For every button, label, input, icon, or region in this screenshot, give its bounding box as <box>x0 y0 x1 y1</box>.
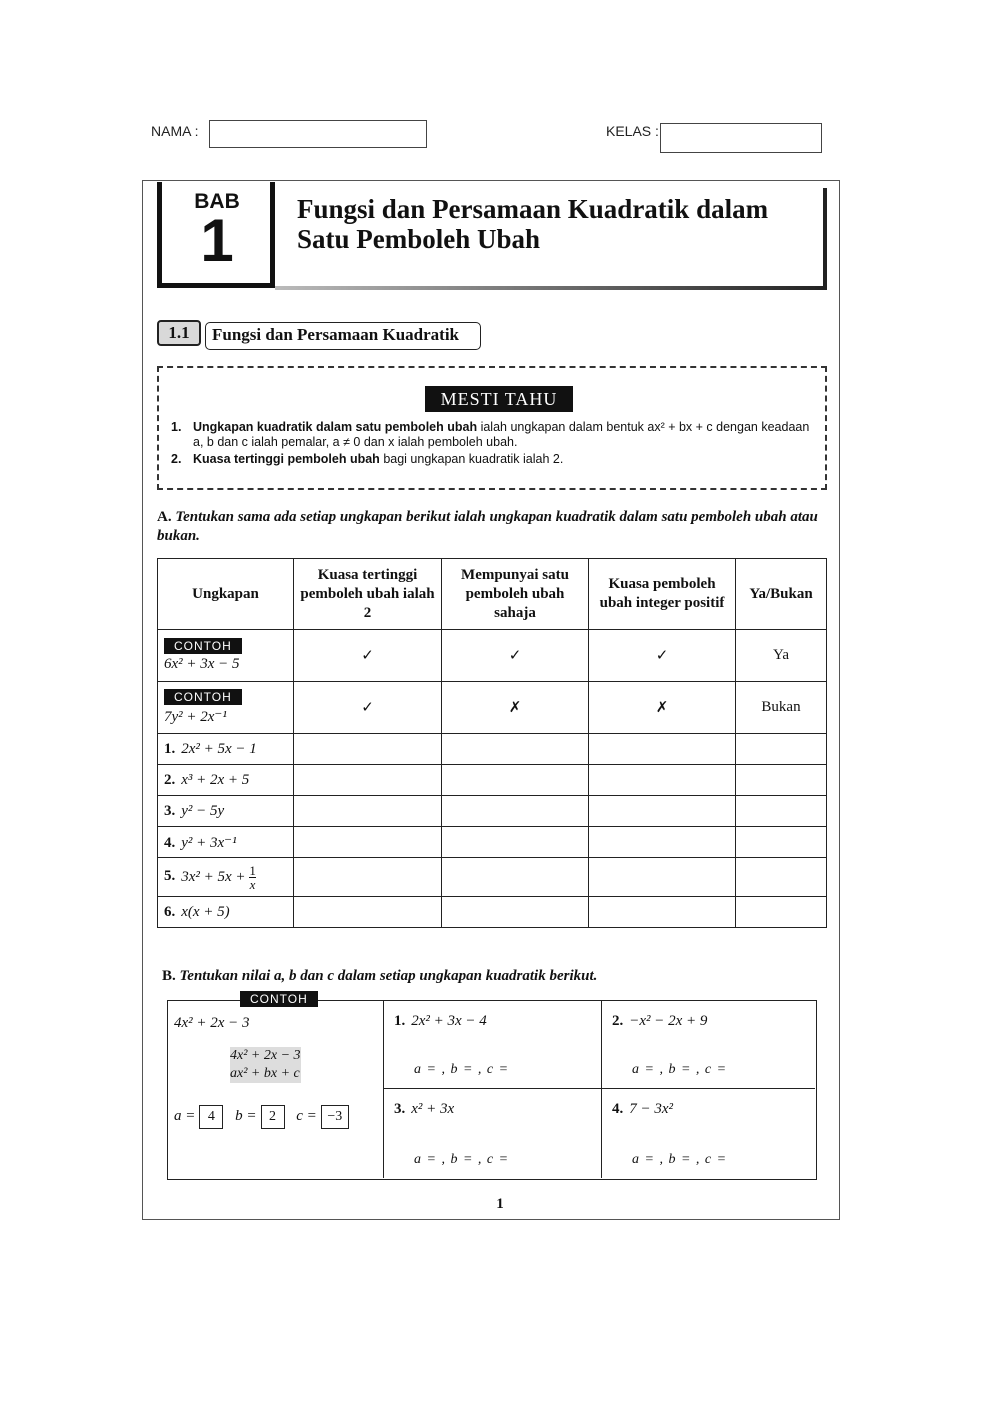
part-b-question-cell <box>384 1089 602 1178</box>
c-label: c = <box>296 1108 317 1124</box>
question-number: 4. <box>164 834 176 851</box>
question-expression: 3x² + 5x + <box>181 868 246 885</box>
mesti-tahu-item <box>171 452 821 467</box>
part-b-question-cell <box>602 1089 815 1178</box>
item-text: ialah ungkapan dalam bentuk ax² + bx + c dengan keadaan a, b dan c ialah pemalar, a ≠ 0 dan x ialah pemboleh ubah. <box>193 420 810 449</box>
part-b-example-cell <box>168 992 384 1178</box>
question-row <box>158 734 827 765</box>
example-result: Ya <box>736 630 827 682</box>
b-value-box: 2 <box>261 1105 285 1129</box>
question-expression: 7 − 3x² <box>629 1101 674 1117</box>
answer-cell[interactable] <box>442 734 589 765</box>
question-number: 3. <box>394 1101 406 1117</box>
item-bold-text: Kuasa tertinggi pemboleh ubah <box>193 452 380 466</box>
part-b-label: B. <box>162 968 176 984</box>
question-number: 4. <box>612 1101 624 1117</box>
chapter-rule-side <box>823 188 827 288</box>
mesti-tahu-list <box>171 420 821 469</box>
part-a-label: A. <box>157 509 172 525</box>
contoh-badge: CONTOH <box>164 638 242 654</box>
fraction <box>249 864 256 891</box>
item-number: 2. <box>171 452 182 466</box>
part-b-question-cell <box>384 1001 602 1089</box>
answer-cell[interactable] <box>736 734 827 765</box>
item-text: bagi ungkapan kuadratik ialah 2. <box>383 452 564 466</box>
answer-cell[interactable] <box>442 765 589 796</box>
question-number: 3. <box>164 802 176 819</box>
part-b-question-cell <box>602 1001 815 1089</box>
question-expression: x² + 3x <box>411 1101 455 1117</box>
question-number: 5. <box>164 868 176 885</box>
answer-cell[interactable] <box>589 897 736 928</box>
question-text <box>394 1101 454 1118</box>
nama-input[interactable] <box>209 120 427 148</box>
question-number: 1. <box>164 740 176 757</box>
answer-cell[interactable] <box>294 827 442 858</box>
answer-cell[interactable] <box>736 897 827 928</box>
answer-cell[interactable] <box>589 827 736 858</box>
part-b-text: Tentukan nilai a, b dan c dalam setiap ungkapan kuadratik berikut. <box>179 968 598 984</box>
example-expression-cell <box>158 682 294 734</box>
example-expression-cell <box>158 630 294 682</box>
question-cell <box>158 827 294 858</box>
answer-cell[interactable] <box>736 858 827 897</box>
question-number: 2. <box>612 1013 624 1029</box>
question-expression: y² − 5y <box>181 802 225 819</box>
question-number: 1. <box>394 1013 406 1029</box>
contoh-badge: CONTOH <box>240 991 318 1007</box>
chapter-bab-label: BAB <box>194 190 240 213</box>
example-line-2: ax² + bx + c <box>230 1066 300 1081</box>
answer-cell[interactable] <box>294 858 442 897</box>
question-cell <box>158 765 294 796</box>
header-ya-bukan: Ya/Bukan <box>736 559 827 630</box>
question-row <box>158 858 827 897</box>
page-number: 1 <box>496 1196 504 1212</box>
question-expression: 2x² + 3x − 4 <box>411 1013 487 1029</box>
example-line-1: 4x² + 2x − 3 <box>230 1048 301 1063</box>
example-answer <box>174 1105 357 1129</box>
answer-cell[interactable] <box>442 897 589 928</box>
header-ungkapan: Ungkapan <box>158 559 294 630</box>
question-expression: 2x² + 5x − 1 <box>181 740 257 757</box>
answer-cell[interactable] <box>589 734 736 765</box>
chapter-number: 1 <box>200 207 234 274</box>
header-satu-pemboleh-ubah: Mempunyai satu pemboleh ubah sahaja <box>442 559 589 630</box>
question-row <box>158 827 827 858</box>
answer-cell[interactable] <box>736 765 827 796</box>
c-value-box: −3 <box>321 1105 349 1129</box>
question-text <box>612 1013 707 1030</box>
cross-mark: ✗ <box>442 682 589 734</box>
example-expression: 7y² + 2x⁻¹ <box>164 709 227 725</box>
question-text <box>394 1013 487 1030</box>
question-cell <box>158 858 294 897</box>
example-result: Bukan <box>736 682 827 734</box>
answer-cell[interactable] <box>589 765 736 796</box>
part-b-instruction <box>162 968 822 985</box>
part-b-grid <box>167 992 817 1180</box>
check-mark: ✓ <box>589 630 736 682</box>
item-bold-text: Ungkapan kuadratik dalam satu pemboleh ubah <box>193 420 478 434</box>
answer-field[interactable]: a = , b = , c = <box>414 1062 509 1077</box>
part-a-instruction <box>157 508 827 546</box>
mesti-tahu-box <box>157 366 827 490</box>
answer-cell[interactable] <box>442 796 589 827</box>
question-row <box>158 765 827 796</box>
question-cell <box>158 734 294 765</box>
check-mark: ✓ <box>442 630 589 682</box>
part-a-table <box>157 558 827 928</box>
answer-cell[interactable] <box>589 858 736 897</box>
part-a-text: Tentukan sama ada setiap ungkapan berikut ialah ungkapan kuadratik dalam satu pemboleh ubah atau bukan. <box>157 509 818 544</box>
question-cell <box>158 897 294 928</box>
item-number: 1. <box>171 420 182 434</box>
fraction-numerator: 1 <box>249 862 256 878</box>
kelas-input[interactable] <box>660 123 822 153</box>
check-mark: ✓ <box>294 630 442 682</box>
mesti-tahu-item <box>171 420 821 450</box>
question-number: 6. <box>164 903 176 920</box>
section-title: Fungsi dan Persamaan Kuadratik <box>205 322 481 350</box>
section-number: 1.1 <box>157 320 201 346</box>
answer-cell[interactable] <box>442 858 589 897</box>
check-mark: ✓ <box>294 682 442 734</box>
answer-cell[interactable] <box>736 827 827 858</box>
cross-mark: ✗ <box>589 682 736 734</box>
example-row <box>158 630 827 682</box>
a-label: a = <box>174 1108 196 1124</box>
answer-cell[interactable] <box>589 796 736 827</box>
answer-field[interactable]: a = , b = , c = <box>414 1152 509 1167</box>
answer-field[interactable]: a = , b = , c = <box>632 1062 727 1077</box>
nama-label: NAMA : <box>151 123 199 139</box>
chapter-title: Fungsi dan Persamaan Kuadratik dalam Satu Pemboleh Ubah <box>297 194 769 254</box>
answer-cell[interactable] <box>294 765 442 796</box>
question-text <box>612 1101 673 1118</box>
question-cell <box>158 796 294 827</box>
kelas-label: KELAS : <box>606 123 659 139</box>
question-expression: x³ + 2x + 5 <box>181 771 250 788</box>
question-number: 2. <box>164 771 176 788</box>
answer-cell[interactable] <box>294 796 442 827</box>
chapter-number-box <box>157 182 275 288</box>
answer-cell[interactable] <box>442 827 589 858</box>
contoh-badge: CONTOH <box>164 689 242 705</box>
chapter-header <box>157 182 827 296</box>
a-value-box: 4 <box>199 1105 223 1129</box>
example-comparison <box>230 1047 301 1083</box>
question-row <box>158 796 827 827</box>
question-row <box>158 897 827 928</box>
question-expression: y² + 3x⁻¹ <box>181 834 237 851</box>
header-kuasa-tertinggi: Kuasa tertinggi pemboleh ubah ialah 2 <box>294 559 442 630</box>
answer-cell[interactable] <box>294 734 442 765</box>
example-row <box>158 682 827 734</box>
b-label: b = <box>235 1108 257 1124</box>
mesti-tahu-heading: MESTI TAHU <box>425 386 573 412</box>
chapter-rule <box>275 286 827 290</box>
header-integer-positif: Kuasa pemboleh ubah integer positif <box>589 559 736 630</box>
answer-cell[interactable] <box>294 897 442 928</box>
answer-cell[interactable] <box>736 796 827 827</box>
answer-field[interactable]: a = , b = , c = <box>632 1152 727 1167</box>
example-expression: 4x² + 2x − 3 <box>174 1015 250 1031</box>
fraction-denominator: x <box>249 876 256 892</box>
example-expression: 6x² + 3x − 5 <box>164 656 240 672</box>
question-expression: −x² − 2x + 9 <box>629 1013 708 1029</box>
question-expression: x(x + 5) <box>181 903 230 920</box>
